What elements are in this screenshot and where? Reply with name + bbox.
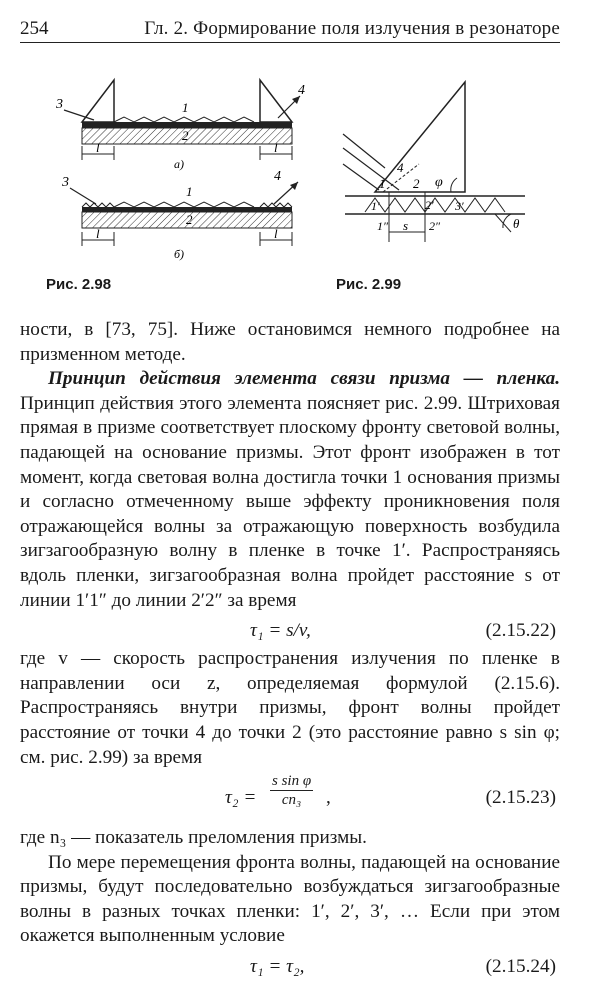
figure-2-99 (335, 72, 535, 262)
body-text (20, 318, 560, 983)
equation-2-15-23 (20, 770, 560, 826)
label-2-double-prime: 2″ (429, 219, 440, 233)
label-2-b: 2 (186, 212, 193, 227)
equation-number: (2.15.23) (485, 787, 556, 809)
numerator: s sin φ (272, 773, 312, 790)
zigzag-a (114, 117, 254, 122)
label-1: 1 (379, 176, 386, 191)
label-phi: φ (435, 175, 443, 190)
section-heading: Принцип действия элемента связи призма — пленка. (48, 368, 560, 390)
paragraph-5: По мере перемещения фронта волны, падающей на основание призмы, будут последовательно возбуждаться зигзагообразные волны в разных точках пленки: 1′, 2′, 3′, … Если при этом окажется выполненным условие (20, 851, 560, 947)
equation-2-15-24 (20, 949, 560, 983)
caption-fig-2-98: Рис. 2.98 (46, 276, 112, 293)
label-3-a: 3 (56, 97, 63, 112)
equation-formula: τ₁ = s/v, (250, 620, 311, 642)
label-4: 4 (397, 160, 404, 175)
paragraph-1: ности, в [73, 75]. Ниже остановимся немного подробнее на призменном методе. (20, 319, 560, 365)
running-header (20, 16, 560, 43)
equation-number: (2.15.24) (485, 956, 556, 978)
label-s: s (403, 218, 409, 233)
grating-left (82, 203, 114, 207)
label-sub-b: б) (174, 247, 185, 261)
zigzag-wave (365, 198, 505, 212)
label-l-a-left: l (96, 140, 100, 155)
label-sub-a: а) (174, 157, 184, 171)
equation-lhs: τ₂ = (225, 787, 257, 809)
label-l-b-right: l (274, 226, 278, 241)
prism (375, 82, 465, 192)
label-3-b: 3 (62, 175, 69, 190)
figure-2-98 (52, 70, 312, 270)
equation-2-15-22 (20, 613, 560, 647)
right-prism (260, 80, 292, 122)
label-theta: θ (513, 216, 520, 231)
equation-number: (2.15.22) (485, 620, 556, 642)
equation-tail: , (326, 787, 331, 809)
label-4-a: 4 (298, 83, 305, 98)
running-title: Гл. 2. Формирование поля излучения в резонаторе (144, 18, 560, 39)
caption-fig-2-99: Рис. 2.99 (336, 276, 402, 293)
label-1-a: 1 (182, 100, 189, 115)
label-2-prime: 2′ (425, 198, 434, 212)
page-number: 254 (20, 18, 49, 39)
label-l-a-right: l (274, 140, 278, 155)
paragraph-2 (20, 367, 560, 613)
label-3-prime: 3′ (455, 199, 464, 213)
left-prism (82, 80, 114, 122)
paragraph-2-text: Принцип действия этого элемента поясняет рис. 2.99. Штриховая прямая в призме соответствует плоскому фронту световой волны, падающей на основание призмы. Этот фронт изображен в тот момент, когда световая волна достигла точки 1 основания призмы и согласно отмеченному выше эффекту проникновения поля отражающейся волны за отражающую поверхность возбудила зигзагообразную волну в пленке в точке 1′. Распространяясь вдоль пленки, зигзагообразная волна пройдет расстояние s от линии 1′1″ до линии 2′2″ за время (20, 392, 560, 611)
paragraph-3: где v — скорость распространения излучения по пленке в направлении оси z, определяемая формулой (2.15.6). Распространяясь внутри призмы, фронт волны пройдет расстояние от точки 4 до точки 2 (это расстояние равно s sin φ; см. рис. 2.99) за время (20, 648, 560, 768)
equation-formula: τ₁ = τ₂, (250, 956, 305, 978)
label-2-a: 2 (182, 128, 189, 143)
zigzag-b (114, 202, 254, 207)
label-2: 2 (413, 176, 420, 191)
label-4-b: 4 (274, 169, 281, 184)
label-1-b: 1 (186, 184, 193, 199)
grating-right (260, 203, 292, 207)
label-1-double-prime: 1″ (377, 219, 388, 233)
label-l-b-left: l (96, 226, 100, 241)
label-1-prime: 1′ (371, 199, 380, 213)
denominator: cn₃ (281, 792, 302, 809)
fraction (270, 772, 313, 809)
paragraph-4: где n₃ — показатель преломления призмы. (20, 827, 367, 849)
